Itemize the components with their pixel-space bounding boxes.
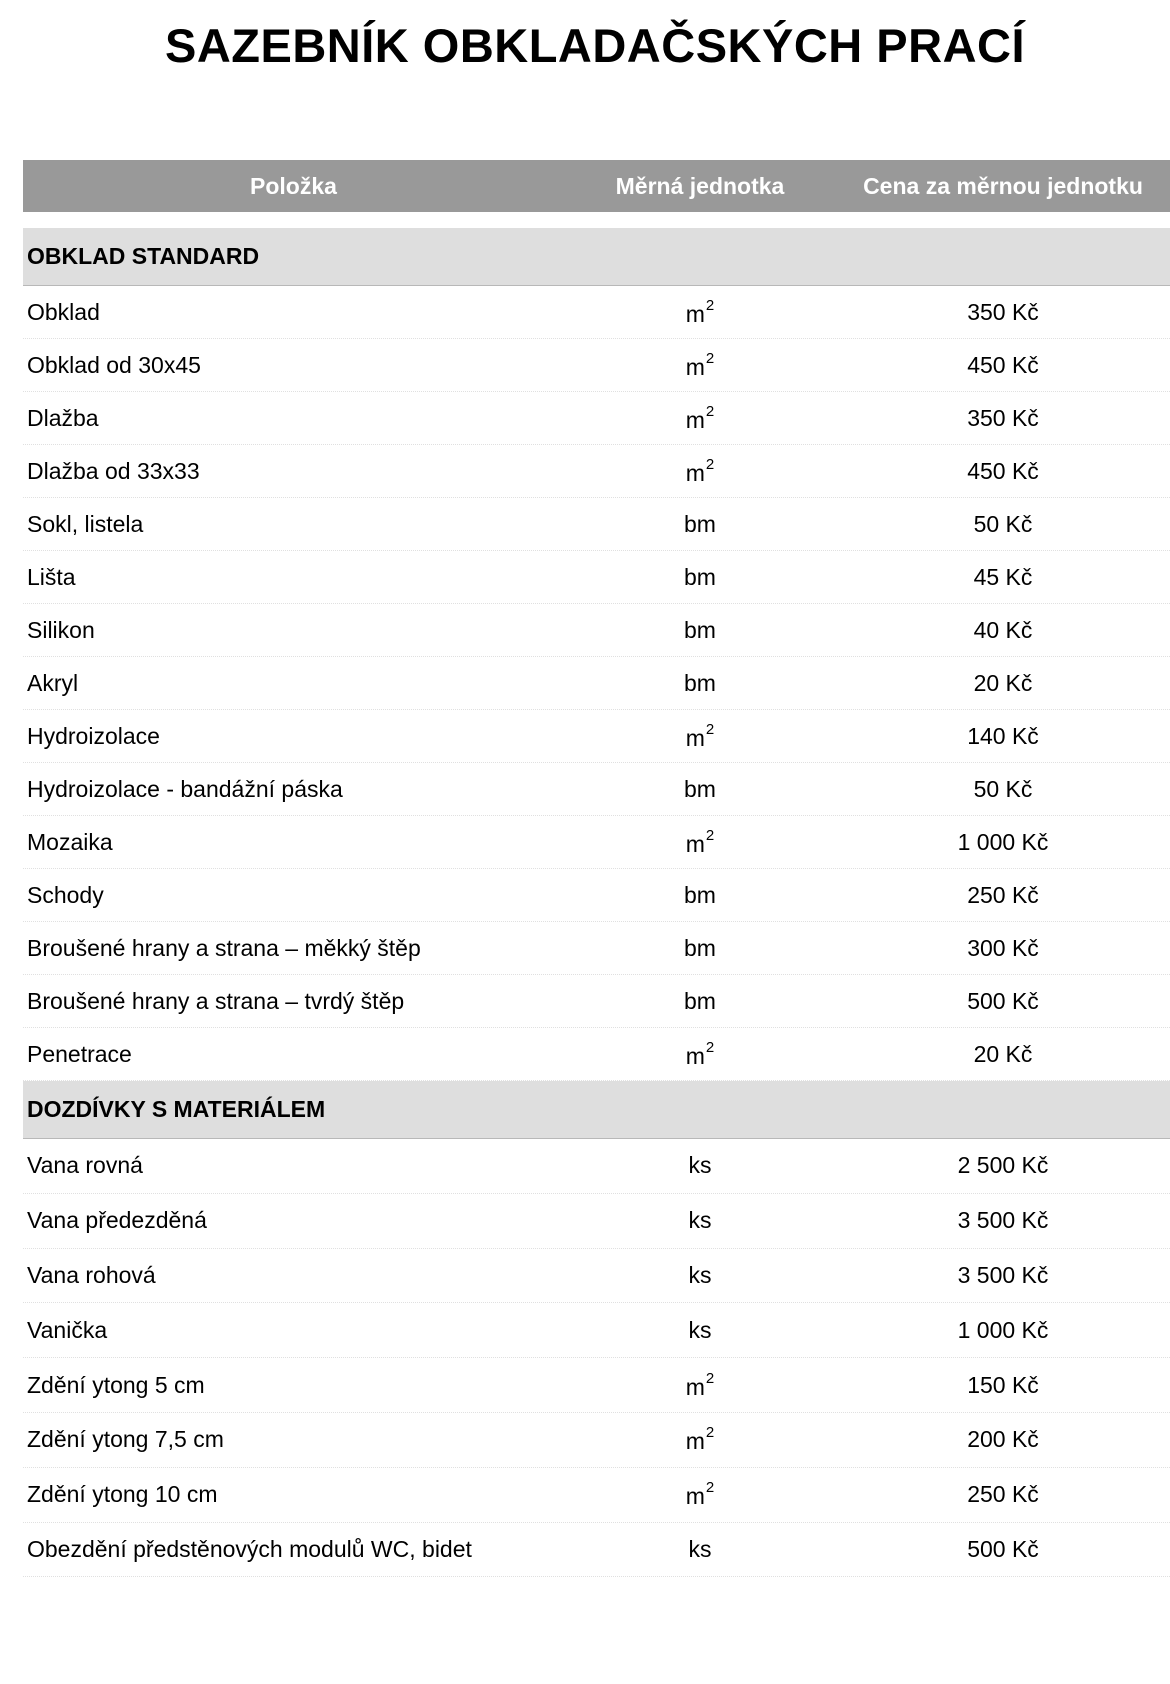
item-name: Hydroizolace xyxy=(27,722,160,749)
item-unit-label: m xyxy=(685,1042,705,1069)
item-unit xyxy=(564,456,836,487)
item-name: Zdění ytong 5 cm xyxy=(27,1371,205,1398)
item-name: Dlažba od 33x33 xyxy=(27,457,200,484)
item-name: Vana předezděná xyxy=(27,1207,207,1234)
item-unit-label: m xyxy=(685,353,705,380)
table-row xyxy=(23,922,1170,975)
item-price: 20 Kč xyxy=(973,1040,1033,1067)
item-unit-label: m xyxy=(685,724,705,751)
item-name: Schody xyxy=(27,881,104,908)
item-price: 2 500 Kč xyxy=(957,1152,1049,1179)
item-name: Silikon xyxy=(27,616,95,643)
item-unit-label: m xyxy=(685,1483,705,1510)
item-unit-label: ks xyxy=(688,1316,712,1343)
item-name: Zdění ytong 7,5 cm xyxy=(27,1426,224,1453)
item-price: 450 Kč xyxy=(967,351,1039,378)
item-unit xyxy=(564,1317,836,1344)
section-heading xyxy=(23,1081,1170,1139)
item-unit xyxy=(564,882,836,909)
item-name: Sokl, listela xyxy=(27,510,144,537)
item-price: 40 Kč xyxy=(973,616,1033,643)
item-unit xyxy=(564,721,836,752)
column-header-item: Položka xyxy=(250,172,337,199)
item-price: 3 500 Kč xyxy=(957,1207,1049,1234)
table-row xyxy=(23,498,1170,551)
table-row xyxy=(23,1358,1170,1413)
item-price: 140 Kč xyxy=(967,722,1039,749)
item-name: Obklad od 30x45 xyxy=(27,351,201,378)
item-unit-exponent: 2 xyxy=(705,1369,715,1387)
item-unit xyxy=(564,1370,836,1401)
item-unit xyxy=(564,1479,836,1510)
item-unit xyxy=(564,935,836,962)
item-unit xyxy=(564,1207,836,1234)
page-title: SAZEBNÍK OBKLADAČSKÝCH PRACÍ xyxy=(164,19,1026,72)
item-unit xyxy=(564,776,836,803)
item-unit xyxy=(564,827,836,858)
item-unit-label: ks xyxy=(688,1535,712,1562)
table-row xyxy=(23,392,1170,445)
item-unit-label: bm xyxy=(684,934,716,961)
item-price: 450 Kč xyxy=(967,457,1039,484)
table-row xyxy=(23,657,1170,710)
item-unit-label: bm xyxy=(684,775,716,802)
item-price: 50 Kč xyxy=(973,510,1033,537)
item-name: Mozaika xyxy=(27,828,113,855)
table-row xyxy=(23,710,1170,763)
item-unit-label: bm xyxy=(684,563,716,590)
item-name: Vanička xyxy=(27,1316,108,1343)
item-unit-exponent: 2 xyxy=(705,1479,715,1497)
item-unit-label: m xyxy=(685,1373,705,1400)
table-row xyxy=(23,339,1170,392)
item-name: Vana rovná xyxy=(27,1152,143,1179)
item-unit-label: bm xyxy=(684,881,716,908)
table-row xyxy=(23,1194,1170,1249)
item-unit-exponent: 2 xyxy=(705,296,715,314)
item-price: 350 Kč xyxy=(967,404,1039,431)
item-unit-label: m xyxy=(685,830,705,857)
item-unit xyxy=(564,1424,836,1455)
item-name: Broušené hrany a strana – tvrdý štěp xyxy=(27,987,405,1014)
table-row xyxy=(23,763,1170,816)
item-unit-label: ks xyxy=(688,1207,712,1234)
table-row xyxy=(23,975,1170,1028)
item-name: Vana rohová xyxy=(27,1261,156,1288)
table-row xyxy=(23,1468,1170,1523)
item-unit-label: bm xyxy=(684,987,716,1014)
item-price: 300 Kč xyxy=(967,934,1039,961)
item-price: 50 Kč xyxy=(973,775,1033,802)
table-row xyxy=(23,869,1170,922)
item-unit-exponent: 2 xyxy=(705,826,715,844)
item-unit xyxy=(564,988,836,1015)
item-unit xyxy=(564,617,836,644)
item-name: Hydroizolace - bandážní páska xyxy=(27,775,343,802)
item-unit-exponent: 2 xyxy=(705,1424,715,1442)
item-unit-exponent: 2 xyxy=(705,455,715,473)
item-price: 150 Kč xyxy=(967,1371,1039,1398)
item-unit-label: m xyxy=(685,459,705,486)
item-unit-exponent: 2 xyxy=(705,349,715,367)
item-unit-label: m xyxy=(685,406,705,433)
item-name: Lišta xyxy=(27,563,76,590)
table-row xyxy=(23,1303,1170,1358)
item-unit-exponent: 2 xyxy=(705,1038,715,1056)
column-header-price: Cena za měrnou jednotku xyxy=(863,172,1143,199)
item-name: Obezdění předstěnových modulů WC, bidet xyxy=(27,1535,472,1562)
table-header xyxy=(23,160,1170,212)
item-unit xyxy=(564,1039,836,1070)
item-unit-exponent: 2 xyxy=(705,402,715,420)
item-unit-label: m xyxy=(685,1428,705,1455)
item-unit-label: bm xyxy=(684,616,716,643)
item-price: 45 Kč xyxy=(973,563,1033,590)
item-price: 500 Kč xyxy=(967,987,1039,1014)
table-row xyxy=(23,1249,1170,1304)
item-unit-label: m xyxy=(685,300,705,327)
item-price: 250 Kč xyxy=(967,1481,1039,1508)
item-unit xyxy=(564,1262,836,1289)
table-row xyxy=(23,1028,1170,1081)
section-heading xyxy=(23,228,1170,286)
item-name: Dlažba xyxy=(27,404,99,431)
table-row xyxy=(23,286,1170,339)
item-unit-label: bm xyxy=(684,669,716,696)
table-body xyxy=(23,228,1170,1577)
item-price: 500 Kč xyxy=(967,1535,1039,1562)
table-row xyxy=(23,816,1170,869)
item-name: Akryl xyxy=(27,669,79,696)
section-heading-label: OBKLAD STANDARD xyxy=(27,243,260,269)
item-name: Obklad xyxy=(27,298,100,325)
table-row xyxy=(23,551,1170,604)
item-price: 20 Kč xyxy=(973,669,1033,696)
item-unit-exponent: 2 xyxy=(705,720,715,738)
item-unit xyxy=(564,670,836,697)
item-unit xyxy=(564,403,836,434)
table-row xyxy=(23,1139,1170,1194)
item-unit xyxy=(564,511,836,538)
item-price: 1 000 Kč xyxy=(957,1316,1049,1343)
section-heading-label: DOZDÍVKY S MATERIÁLEM xyxy=(27,1096,326,1122)
item-price: 1 000 Kč xyxy=(957,828,1049,855)
item-price: 350 Kč xyxy=(967,298,1039,325)
item-unit xyxy=(564,564,836,591)
item-unit xyxy=(564,350,836,381)
item-unit xyxy=(564,1536,836,1563)
table-row xyxy=(23,1523,1170,1578)
item-price: 3 500 Kč xyxy=(957,1261,1049,1288)
table-row xyxy=(23,1413,1170,1468)
item-unit-label: ks xyxy=(688,1261,712,1288)
column-header-unit: Měrná jednotka xyxy=(615,172,785,199)
item-name: Broušené hrany a strana – měkký štěp xyxy=(27,934,421,961)
item-unit xyxy=(564,1152,836,1179)
table-row xyxy=(23,604,1170,657)
table-row xyxy=(23,445,1170,498)
item-name: Zdění ytong 10 cm xyxy=(27,1481,218,1508)
item-unit xyxy=(564,297,836,328)
item-price: 250 Kč xyxy=(967,881,1039,908)
price-table xyxy=(23,160,1170,1577)
item-unit-label: bm xyxy=(684,510,716,537)
item-name: Penetrace xyxy=(27,1040,132,1067)
item-unit-label: ks xyxy=(688,1152,712,1179)
item-price: 200 Kč xyxy=(967,1426,1039,1453)
